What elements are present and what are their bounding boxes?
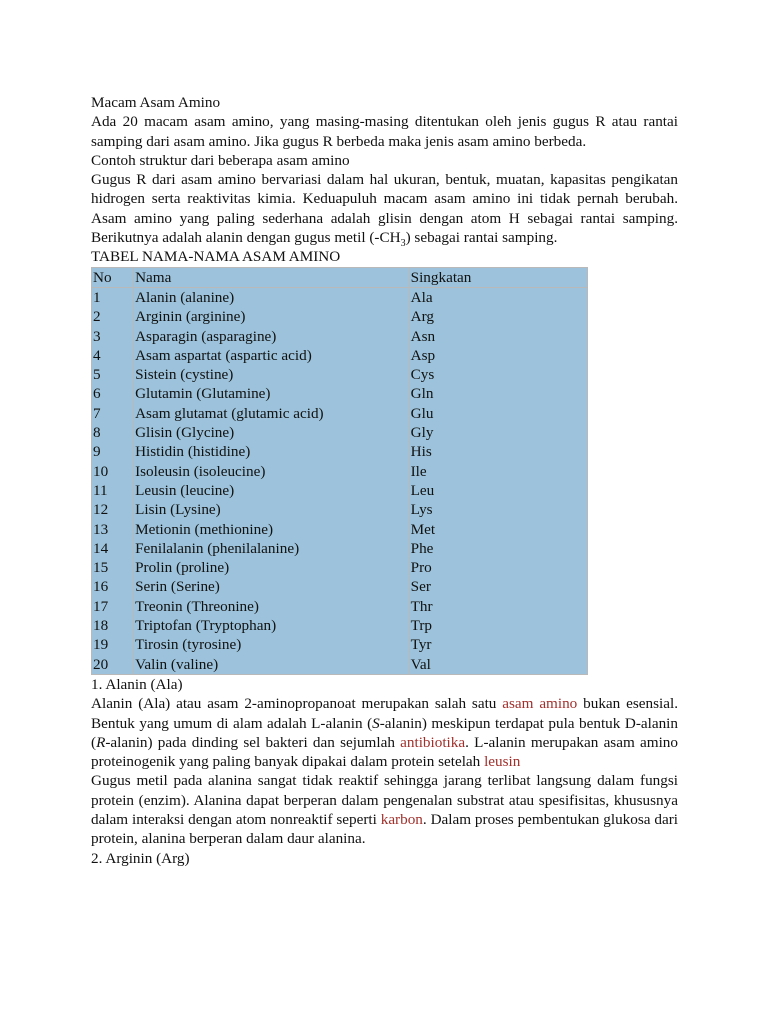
table-title: TABEL NAMA-NAMA ASAM AMINO — [91, 248, 341, 266]
section-heading-arginin: 2. Arginin (Arg) — [91, 849, 190, 867]
table-row — [92, 481, 588, 500]
cell-no: 9 — [92, 442, 134, 461]
cell-singkatan: His — [409, 442, 587, 461]
cell-nama: Treonin (Threonine) — [134, 597, 410, 616]
alanin-paragraph-1 — [91, 694, 678, 771]
cell-nama: Histidin (histidine) — [134, 442, 410, 461]
cell-singkatan: Ser — [409, 577, 587, 596]
cell-singkatan: Tyr — [409, 635, 587, 654]
link-antibiotika[interactable]: antibiotika — [400, 733, 466, 751]
header-no: No — [92, 267, 134, 287]
cell-singkatan: Cys — [409, 365, 587, 384]
cell-no: 15 — [92, 558, 134, 577]
text-run: . L-alanin merupakan asam amino proteinogenik yang paling banyak dipakai dalam protein setelah — [91, 733, 678, 771]
header-nama: Nama — [134, 267, 410, 287]
italic-r: R — [96, 733, 106, 751]
table-header-row — [92, 267, 588, 287]
cell-singkatan: Lys — [409, 500, 587, 519]
example-line: Contoh struktur dari beberapa asam amino — [91, 151, 350, 169]
text-run: -alanin) pada dinding sel bakteri dan sejumlah — [105, 733, 401, 751]
table-row — [92, 577, 588, 596]
intro-paragraph: Ada 20 macam asam amino, yang masing-masing ditentukan oleh jenis gugus R atau rantai samping dari asam amino. Jika gugus R berbeda maka jenis asam amino berbeda. — [91, 113, 678, 150]
cell-singkatan: Leu — [409, 481, 587, 500]
cell-no: 2 — [92, 307, 134, 326]
cell-singkatan: Arg — [409, 307, 587, 326]
text-run: bukan esensial. Bentuk yang umum di alam adalah L-alanin ( — [91, 695, 678, 732]
amino-acid-table — [91, 267, 588, 675]
text-run: Gugus metil pada alanina sangat tidak reaktif sehingga jarang terlibat langsung dalam fungsi protein (enzim). Alanina dapat berperan dalam pengenalan substrat atau spesifisitas, khususnya dalam interaksi dengan atom nonreaktif seperti — [91, 772, 678, 828]
text-run: . Dalam proses pembentukan glukosa dari protein, alanina berperan dalam daur alanina. — [91, 810, 678, 848]
cell-no: 1 — [92, 287, 134, 307]
text-run: -alanin) meskipun terdapat pula bentuk D-alanin ( — [91, 714, 678, 751]
table-row — [92, 655, 588, 675]
cell-nama: Fenilalanin (phenilalanine) — [134, 539, 410, 558]
table-row — [92, 346, 588, 365]
cell-singkatan: Glu — [409, 404, 587, 423]
cell-nama: Glisin (Glycine) — [134, 423, 410, 442]
cell-singkatan: Gly — [409, 423, 587, 442]
cell-singkatan: Asp — [409, 346, 587, 365]
cell-nama: Metionin (methionine) — [134, 520, 410, 539]
cell-no: 3 — [92, 327, 134, 346]
cell-singkatan: Asn — [409, 327, 587, 346]
cell-no: 17 — [92, 597, 134, 616]
document-page — [91, 93, 678, 868]
cell-singkatan: Phe — [409, 539, 587, 558]
cell-singkatan: Ala — [409, 287, 587, 307]
cell-no: 13 — [92, 520, 134, 539]
cell-singkatan: Val — [409, 655, 587, 675]
cell-no: 20 — [92, 655, 134, 675]
cell-nama: Arginin (arginine) — [134, 307, 410, 326]
table-row — [92, 442, 588, 461]
table-row — [92, 327, 588, 346]
table-row — [92, 520, 588, 539]
link-leusin[interactable]: leusin — [484, 753, 521, 771]
cell-nama: Leusin (leucine) — [134, 481, 410, 500]
table-row — [92, 597, 588, 616]
italic-s: S — [372, 714, 380, 732]
cell-nama: Isoleusin (isoleucine) — [134, 462, 410, 481]
table-row — [92, 404, 588, 423]
cell-no: 5 — [92, 365, 134, 384]
cell-nama: Serin (Serine) — [134, 577, 410, 596]
cell-nama: Alanin (alanine) — [134, 287, 410, 307]
link-asam-amino[interactable]: asam amino — [502, 695, 578, 713]
cell-no: 8 — [92, 423, 134, 442]
table-row — [92, 365, 588, 384]
section-heading-alanin: 1. Alanin (Ala) — [91, 675, 183, 693]
cell-nama: Sistein (cystine) — [134, 365, 410, 384]
alanin-paragraph-2 — [91, 771, 678, 848]
cell-no: 7 — [92, 404, 134, 423]
header-singkatan: Singkatan — [409, 267, 587, 287]
cell-singkatan: Thr — [409, 597, 587, 616]
gugus-text-b: ) sebagai rantai samping. — [405, 229, 558, 247]
text-run: Alanin (Ala) atau asam 2-aminopropanoat merupakan salah satu — [91, 695, 503, 713]
table-body — [92, 287, 588, 674]
cell-nama: Prolin (proline) — [134, 558, 410, 577]
cell-singkatan: Gln — [409, 384, 587, 403]
table-row — [92, 307, 588, 326]
cell-no: 16 — [92, 577, 134, 596]
cell-nama: Lisin (Lysine) — [134, 500, 410, 519]
table-row — [92, 558, 588, 577]
cell-no: 10 — [92, 462, 134, 481]
cell-nama: Asam aspartat (aspartic acid) — [134, 346, 410, 365]
cell-nama: Triptofan (Tryptophan) — [134, 616, 410, 635]
table-row — [92, 287, 588, 307]
cell-nama: Valin (valine) — [134, 655, 410, 675]
table-row — [92, 423, 588, 442]
cell-no: 19 — [92, 635, 134, 654]
cell-no: 6 — [92, 384, 134, 403]
cell-nama: Asparagin (asparagine) — [134, 327, 410, 346]
cell-singkatan: Pro — [409, 558, 587, 577]
cell-no: 18 — [92, 616, 134, 635]
cell-nama: Asam glutamat (glutamic acid) — [134, 404, 410, 423]
table-row — [92, 500, 588, 519]
table-row — [92, 616, 588, 635]
cell-singkatan: Trp — [409, 616, 587, 635]
gugus-text-a: Gugus R dari asam amino bervariasi dalam hal ukuran, bentuk, muatan, kapasitas pengikatan hidrogen serta reaktivitas kimia. Keduapuluh macam asam amino ini tidak pernah berubah. Asam amino yang paling sederhana adalah glisin dengan atom H sebagai rantai samping. Berikutnya adalah alanin dengan gugus metil (-CH — [91, 171, 678, 247]
cell-singkatan: Ile — [409, 462, 587, 481]
cell-nama: Tirosin (tyrosine) — [134, 635, 410, 654]
cell-no: 11 — [92, 481, 134, 500]
table-row — [92, 384, 588, 403]
table-row — [92, 462, 588, 481]
table-row — [92, 635, 588, 654]
cell-no: 12 — [92, 500, 134, 519]
gugus-r-paragraph — [91, 170, 678, 250]
table-row — [92, 539, 588, 558]
cell-nama: Glutamin (Glutamine) — [134, 384, 410, 403]
link-karbon[interactable]: karbon — [380, 810, 423, 828]
cell-singkatan: Met — [409, 520, 587, 539]
ch3-subscript: 3 — [400, 238, 406, 250]
page-title: Macam Asam Amino — [91, 94, 221, 111]
cell-no: 4 — [92, 346, 134, 365]
cell-no: 14 — [92, 539, 134, 558]
